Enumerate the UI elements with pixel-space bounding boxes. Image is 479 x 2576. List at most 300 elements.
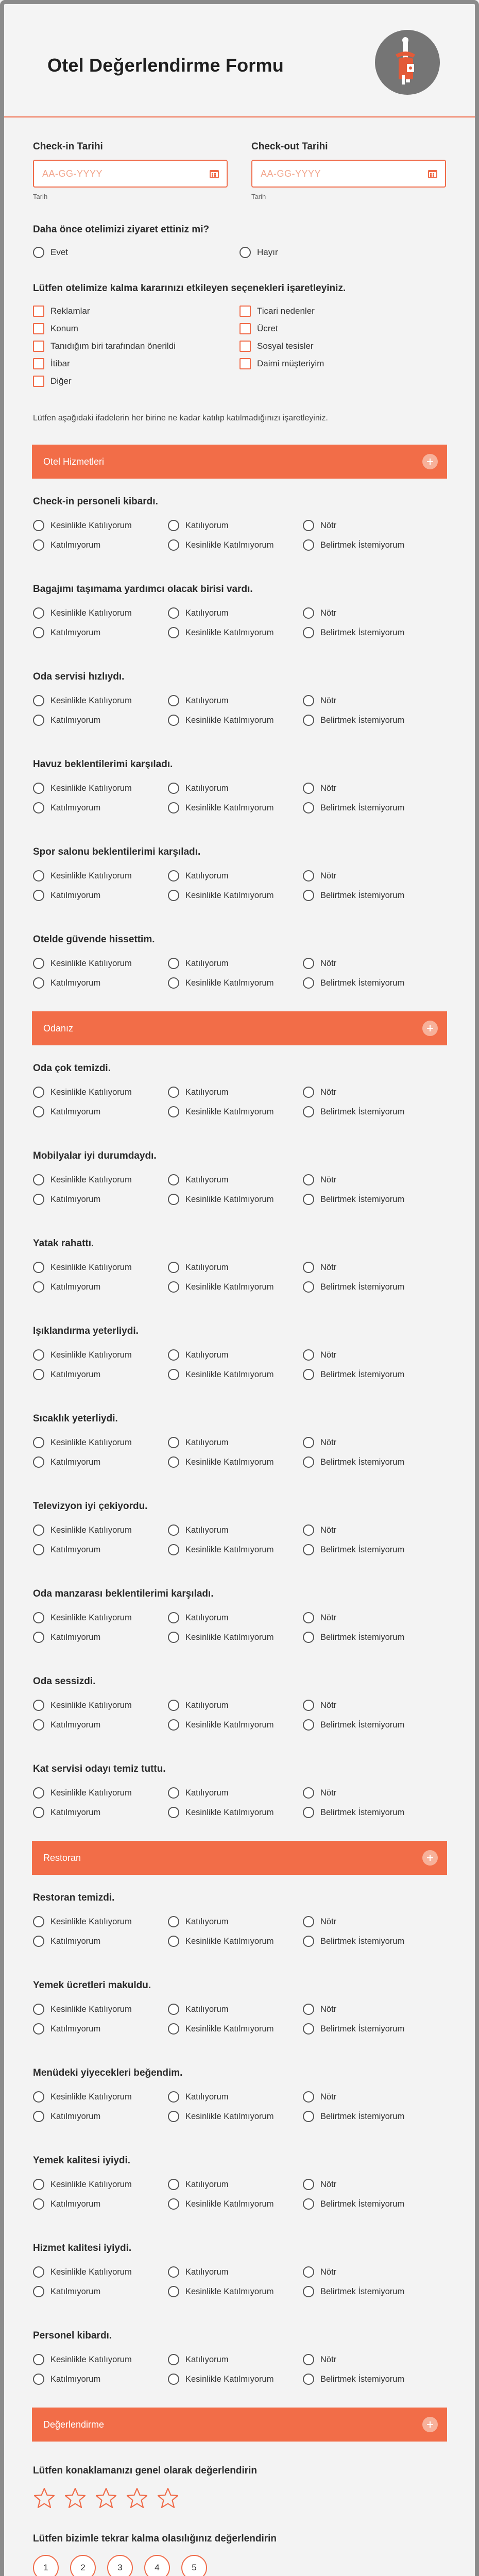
- rating-option[interactable]: Katılmıyorum: [33, 1543, 168, 1556]
- rating-option[interactable]: Katılmıyorum: [33, 2285, 168, 2298]
- radio-button[interactable]: [33, 1087, 44, 1098]
- rating-option[interactable]: Kesinlikle Katılmıyorum: [168, 2372, 303, 2386]
- radio-button[interactable]: [303, 627, 314, 638]
- radio-button[interactable]: [303, 1612, 314, 1623]
- rating-option[interactable]: Nötr: [303, 1786, 446, 1800]
- rating-option[interactable]: Katılıyorum: [168, 1348, 303, 1362]
- rating-option[interactable]: Kesinlikle Katılmıyorum: [168, 1718, 303, 1732]
- radio-button[interactable]: [303, 1632, 314, 1643]
- rating-option[interactable]: Katılmıyorum: [33, 1718, 168, 1732]
- rating-option[interactable]: Katılmıyorum: [33, 626, 168, 639]
- radio-button[interactable]: [168, 1437, 179, 1448]
- radio-button[interactable]: [303, 1174, 314, 1185]
- rating-option[interactable]: Belirtmek İstemiyorum: [303, 626, 446, 639]
- rating-option[interactable]: Katılmıyorum: [33, 889, 168, 902]
- radio-button[interactable]: [168, 715, 179, 726]
- rating-option[interactable]: Belirtmek İstemiyorum: [303, 1105, 446, 1118]
- radio-button[interactable]: [303, 1087, 314, 1098]
- radio-button[interactable]: [33, 1936, 44, 1947]
- statement-text: Mobilyalar iyi durumdaydı.: [33, 1150, 157, 1161]
- radio-button[interactable]: [168, 1787, 179, 1799]
- rating-option[interactable]: Kesinlikle Katılıyorum: [33, 606, 168, 620]
- radio-button[interactable]: [33, 1369, 44, 1380]
- radio-button[interactable]: [303, 2179, 314, 2190]
- radio-button[interactable]: [303, 1106, 314, 1117]
- rating-option[interactable]: Katılıyorum: [168, 1699, 303, 1712]
- rating-option[interactable]: Kesinlikle Katılıyorum: [33, 694, 168, 707]
- radio-button[interactable]: [168, 1194, 179, 1205]
- rating-option[interactable]: Kesinlikle Katılıyorum: [33, 957, 168, 970]
- radio-button[interactable]: [33, 1456, 44, 1468]
- rating-option[interactable]: Katılıyorum: [168, 782, 303, 795]
- rating-option[interactable]: Kesinlikle Katılıyorum: [33, 1261, 168, 1274]
- rating-option[interactable]: Kesinlikle Katılıyorum: [33, 2178, 168, 2191]
- rating-option[interactable]: Katılmıyorum: [33, 1105, 168, 1118]
- checkbox[interactable]: [239, 306, 251, 317]
- rating-option[interactable]: Kesinlikle Katılmıyorum: [168, 2110, 303, 2123]
- radio-button[interactable]: [33, 1916, 44, 1927]
- rating-option[interactable]: Kesinlikle Katılıyorum: [33, 2265, 168, 2279]
- checkbox[interactable]: [33, 306, 44, 317]
- radio-button[interactable]: [33, 1807, 44, 1818]
- radio-button[interactable]: [168, 890, 179, 901]
- radio-button[interactable]: [168, 607, 179, 619]
- radio-button[interactable]: [168, 1612, 179, 1623]
- rating-option[interactable]: Belirtmek İstemiyorum: [303, 1806, 446, 1819]
- radio-button[interactable]: [33, 1281, 44, 1293]
- rating-option[interactable]: Kesinlikle Katılıyorum: [33, 782, 168, 795]
- radio-button[interactable]: [33, 1544, 44, 1555]
- radio-button[interactable]: [33, 2374, 44, 2385]
- radio-button[interactable]: [303, 1524, 314, 1536]
- radio-button[interactable]: [168, 2023, 179, 2035]
- section-title: Değerlendirme: [43, 2419, 105, 2430]
- radio-button[interactable]: [303, 2111, 314, 2122]
- rating-option[interactable]: Belirtmek İstemiyorum: [303, 801, 446, 815]
- rating-option[interactable]: Kesinlikle Katılmıyorum: [168, 2197, 303, 2211]
- rating-option[interactable]: Belirtmek İstemiyorum: [303, 1718, 446, 1732]
- radio-button[interactable]: [33, 1787, 44, 1799]
- calendar-icon[interactable]: [427, 168, 438, 179]
- rating-option[interactable]: Kesinlikle Katılmıyorum: [168, 1935, 303, 1948]
- radio-button[interactable]: [33, 870, 44, 882]
- radio-button[interactable]: [168, 1369, 179, 1380]
- rating-option[interactable]: Belirtmek İstemiyorum: [303, 1935, 446, 1948]
- radio-button[interactable]: [303, 1700, 314, 1711]
- radio-button[interactable]: [303, 715, 314, 726]
- rating-option[interactable]: Kesinlikle Katılıyorum: [33, 2003, 168, 2016]
- radio-button[interactable]: [33, 715, 44, 726]
- rating-option[interactable]: Katılıyorum: [168, 2353, 303, 2366]
- visited-option-no[interactable]: Hayır: [239, 246, 446, 259]
- rating-option[interactable]: Kesinlikle Katılmıyorum: [168, 2285, 303, 2298]
- rating-option[interactable]: Nötr: [303, 606, 446, 620]
- radio-button[interactable]: [33, 1194, 44, 1205]
- radio-button[interactable]: [33, 2004, 44, 2015]
- rating-option[interactable]: Kesinlikle Katılmıyorum: [168, 1543, 303, 1556]
- radio-button[interactable]: [168, 1262, 179, 1273]
- rating-option[interactable]: Belirtmek İstemiyorum: [303, 976, 446, 990]
- radio-button[interactable]: [33, 783, 44, 794]
- expand-plus-icon[interactable]: [422, 1021, 438, 1036]
- radio-button[interactable]: [303, 2004, 314, 2015]
- checkin-date-input[interactable]: [33, 160, 228, 188]
- radio-button[interactable]: [33, 2354, 44, 2365]
- rating-option[interactable]: Katılmıyorum: [33, 1935, 168, 1948]
- rating-option[interactable]: Kesinlikle Katılmıyorum: [168, 801, 303, 815]
- rating-option[interactable]: Kesinlikle Katılmıyorum: [168, 976, 303, 990]
- radio-button[interactable]: [303, 1349, 314, 1361]
- rating-option[interactable]: Nötr: [303, 2265, 446, 2279]
- rating-option[interactable]: Nötr: [303, 2003, 446, 2016]
- radio-button[interactable]: [303, 607, 314, 619]
- rating-option[interactable]: Katılıyorum: [168, 2178, 303, 2191]
- rating-option[interactable]: Belirtmek İstemiyorum: [303, 1280, 446, 1294]
- radio-button[interactable]: [303, 520, 314, 531]
- rating-option[interactable]: Nötr: [303, 1436, 446, 1449]
- radio-button[interactable]: [303, 1369, 314, 1380]
- rating-option[interactable]: Katılıyorum: [168, 1261, 303, 1274]
- radio-button[interactable]: [168, 2374, 179, 2385]
- rating-option[interactable]: Katılmıyorum: [33, 1806, 168, 1819]
- rating-option[interactable]: Katılmıyorum: [33, 2372, 168, 2386]
- radio-button[interactable]: [33, 2111, 44, 2122]
- rating-option[interactable]: Belirtmek İstemiyorum: [303, 538, 446, 552]
- rating-option[interactable]: Belirtmek İstemiyorum: [303, 1193, 446, 1206]
- rating-option[interactable]: Kesinlikle Katılıyorum: [33, 2353, 168, 2366]
- section-header[interactable]: [32, 1841, 447, 1875]
- radio-button[interactable]: [168, 1524, 179, 1536]
- rating-option[interactable]: Nötr: [303, 694, 446, 707]
- radio-button[interactable]: [303, 802, 314, 814]
- radio-button[interactable]: [33, 607, 44, 619]
- radio-button[interactable]: [168, 1936, 179, 1947]
- rating-option[interactable]: Belirtmek İstemiyorum: [303, 2372, 446, 2386]
- rating-option[interactable]: Nötr: [303, 2353, 446, 2366]
- rating-option[interactable]: Nötr: [303, 1173, 446, 1187]
- factor-option[interactable]: Diğer: [33, 375, 239, 388]
- rating-option[interactable]: Nötr: [303, 1611, 446, 1624]
- radio-button[interactable]: [168, 1807, 179, 1818]
- rating-option[interactable]: Kesinlikle Katılıyorum: [33, 1786, 168, 1800]
- radio-button[interactable]: [168, 1544, 179, 1555]
- scale-option[interactable]: 2: [70, 2555, 96, 2576]
- rating-option[interactable]: Katılmıyorum: [33, 1368, 168, 1381]
- scale-option[interactable]: 5: [181, 2555, 207, 2576]
- radio-button[interactable]: [33, 2179, 44, 2190]
- radio-button[interactable]: [33, 520, 44, 531]
- radio-button[interactable]: [303, 2198, 314, 2210]
- rating-option[interactable]: Kesinlikle Katılmıyorum: [168, 1455, 303, 1469]
- radio-button[interactable]: [33, 1174, 44, 1185]
- rating-option[interactable]: Katılmıyorum: [33, 801, 168, 815]
- radio-button[interactable]: [33, 2091, 44, 2103]
- radio-button[interactable]: [303, 1544, 314, 1555]
- checkout-date-input[interactable]: [251, 160, 446, 188]
- star-icon[interactable]: [64, 2487, 87, 2510]
- rating-option[interactable]: Kesinlikle Katılmıyorum: [168, 1368, 303, 1381]
- rating-option[interactable]: Katılıyorum: [168, 1086, 303, 1099]
- radio-button[interactable]: [168, 1456, 179, 1468]
- radio-button[interactable]: [303, 2286, 314, 2297]
- rating-option[interactable]: Katılmıyorum: [33, 1455, 168, 1469]
- rating-option[interactable]: Katılıyorum: [168, 869, 303, 883]
- factor-option[interactable]: Ticari nedenler: [239, 304, 446, 318]
- rating-option[interactable]: Katılıyorum: [168, 1436, 303, 1449]
- radio-button[interactable]: [168, 2111, 179, 2122]
- factor-option[interactable]: Tanıdığım biri tarafından önerildi: [33, 340, 239, 353]
- radio-button[interactable]: [303, 1787, 314, 1799]
- radio-button[interactable]: [168, 627, 179, 638]
- rating-option[interactable]: Katılıyorum: [168, 957, 303, 970]
- radio-button[interactable]: [168, 1719, 179, 1731]
- rating-option[interactable]: Kesinlikle Katılıyorum: [33, 1348, 168, 1362]
- radio-button[interactable]: [33, 2198, 44, 2210]
- radio-button[interactable]: [168, 1174, 179, 1185]
- rating-option[interactable]: Katılıyorum: [168, 606, 303, 620]
- rating-option[interactable]: Kesinlikle Katılıyorum: [33, 1915, 168, 1928]
- radio-button[interactable]: [303, 2023, 314, 2035]
- rating-option[interactable]: Nötr: [303, 1348, 446, 1362]
- checkbox[interactable]: [33, 358, 44, 369]
- star-icon[interactable]: [157, 2487, 179, 2510]
- rating-option[interactable]: Katılıyorum: [168, 694, 303, 707]
- radio-button[interactable]: [33, 627, 44, 638]
- radio-button[interactable]: [303, 977, 314, 989]
- checkbox[interactable]: [33, 323, 44, 334]
- radio-button[interactable]: [33, 539, 44, 551]
- radio-button[interactable]: [303, 539, 314, 551]
- radio-button[interactable]: [33, 695, 44, 706]
- radio-button[interactable]: [33, 2286, 44, 2297]
- rating-option[interactable]: Kesinlikle Katılıyorum: [33, 519, 168, 532]
- radio-button[interactable]: [168, 2354, 179, 2365]
- radio-button[interactable]: [168, 802, 179, 814]
- radio-button[interactable]: [303, 890, 314, 901]
- radio-button[interactable]: [33, 1349, 44, 1361]
- radio-button[interactable]: [168, 2198, 179, 2210]
- radio-button[interactable]: [33, 2266, 44, 2278]
- calendar-icon[interactable]: [209, 168, 219, 179]
- radio-button[interactable]: [33, 958, 44, 969]
- radio-button[interactable]: [33, 1437, 44, 1448]
- radio-button[interactable]: [168, 1281, 179, 1293]
- rating-option[interactable]: Katılıyorum: [168, 519, 303, 532]
- radio-button[interactable]: [303, 1936, 314, 1947]
- radio-button[interactable]: [33, 247, 44, 258]
- checkbox[interactable]: [239, 341, 251, 352]
- star-icon[interactable]: [33, 2487, 56, 2510]
- rating-option[interactable]: Kesinlikle Katılıyorum: [33, 1436, 168, 1449]
- rating-option[interactable]: Nötr: [303, 2090, 446, 2104]
- radio-button[interactable]: [303, 1719, 314, 1731]
- expand-plus-icon[interactable]: [422, 2417, 438, 2432]
- radio-button[interactable]: [303, 1807, 314, 1818]
- radio-button[interactable]: [168, 783, 179, 794]
- rating-option[interactable]: Kesinlikle Katılıyorum: [33, 869, 168, 883]
- rating-option[interactable]: Belirtmek İstemiyorum: [303, 714, 446, 727]
- radio-button[interactable]: [303, 870, 314, 882]
- factor-option[interactable]: Ücret: [239, 322, 446, 335]
- radio-button[interactable]: [33, 1632, 44, 1643]
- radio-button[interactable]: [33, 802, 44, 814]
- rating-option[interactable]: Belirtmek İstemiyorum: [303, 2285, 446, 2298]
- radio-button[interactable]: [168, 1087, 179, 1098]
- statement-text: Oda sessizdi.: [33, 1676, 96, 1687]
- section-header[interactable]: [32, 1011, 447, 1045]
- rating-option[interactable]: Belirtmek İstemiyorum: [303, 1631, 446, 1644]
- rating-option[interactable]: Belirtmek İstemiyorum: [303, 1368, 446, 1381]
- star-icon[interactable]: [95, 2487, 117, 2510]
- rating-option[interactable]: Kesinlikle Katılıyorum: [33, 1086, 168, 1099]
- radio-button[interactable]: [168, 2091, 179, 2103]
- radio-button[interactable]: [33, 1262, 44, 1273]
- rating-option[interactable]: Katılıyorum: [168, 2265, 303, 2279]
- checkbox[interactable]: [33, 376, 44, 387]
- scale-option[interactable]: 4: [144, 2555, 170, 2576]
- rating-option[interactable]: Katılıyorum: [168, 1786, 303, 1800]
- factor-option[interactable]: Daimi müşteriyim: [239, 357, 446, 370]
- section-header[interactable]: [32, 445, 447, 479]
- radio-button[interactable]: [168, 539, 179, 551]
- radio-button[interactable]: [33, 1106, 44, 1117]
- rating-option[interactable]: Nötr: [303, 782, 446, 795]
- rating-option[interactable]: Katılmıyorum: [33, 538, 168, 552]
- rating-option[interactable]: Kesinlikle Katılıyorum: [33, 1611, 168, 1624]
- rating-statement: [33, 934, 446, 990]
- rating-option[interactable]: Kesinlikle Katılmıyorum: [168, 889, 303, 902]
- radio-button[interactable]: [303, 1916, 314, 1927]
- rating-option[interactable]: Katılıyorum: [168, 1173, 303, 1187]
- visited-option-yes[interactable]: Evet: [33, 246, 239, 259]
- radio-button[interactable]: [168, 2004, 179, 2015]
- radio-button[interactable]: [168, 2286, 179, 2297]
- rating-option[interactable]: Nötr: [303, 2178, 446, 2191]
- star-icon[interactable]: [126, 2487, 148, 2510]
- factor-option[interactable]: Konum: [33, 322, 239, 335]
- rating-option[interactable]: Kesinlikle Katılmıyorum: [168, 538, 303, 552]
- radio-button[interactable]: [303, 1437, 314, 1448]
- scale-option[interactable]: 3: [107, 2555, 133, 2576]
- rating-option[interactable]: Katılmıyorum: [33, 2110, 168, 2123]
- radio-button[interactable]: [168, 520, 179, 531]
- radio-button[interactable]: [168, 870, 179, 882]
- radio-button[interactable]: [168, 1106, 179, 1117]
- rating-option[interactable]: Katılmıyorum: [33, 1631, 168, 1644]
- radio-button[interactable]: [303, 1262, 314, 1273]
- checkbox[interactable]: [239, 358, 251, 369]
- radio-button[interactable]: [303, 958, 314, 969]
- radio-button[interactable]: [168, 1916, 179, 1927]
- rating-option[interactable]: Belirtmek İstemiyorum: [303, 1543, 446, 1556]
- factor-option[interactable]: Reklamlar: [33, 304, 239, 318]
- radio-button[interactable]: [303, 2266, 314, 2278]
- radio-button[interactable]: [168, 958, 179, 969]
- rating-option[interactable]: Belirtmek İstemiyorum: [303, 2110, 446, 2123]
- radio-button[interactable]: [168, 1349, 179, 1361]
- expand-plus-icon[interactable]: [422, 1850, 438, 1866]
- radio-button[interactable]: [303, 2374, 314, 2385]
- radio-button[interactable]: [239, 247, 251, 258]
- rating-option[interactable]: Nötr: [303, 1523, 446, 1537]
- radio-button[interactable]: [168, 1632, 179, 1643]
- radio-button[interactable]: [33, 1612, 44, 1623]
- radio-button[interactable]: [33, 977, 44, 989]
- checkbox[interactable]: [239, 323, 251, 334]
- rating-option[interactable]: Katılmıyorum: [33, 2022, 168, 2036]
- rating-option[interactable]: Katılıyorum: [168, 2090, 303, 2104]
- rating-option[interactable]: Kesinlikle Katılıyorum: [33, 1523, 168, 1537]
- rating-option[interactable]: Nötr: [303, 1261, 446, 1274]
- rating-option[interactable]: Katılıyorum: [168, 2003, 303, 2016]
- checkbox[interactable]: [33, 341, 44, 352]
- rating-option[interactable]: Kesinlikle Katılmıyorum: [168, 1631, 303, 1644]
- rating-option[interactable]: Belirtmek İstemiyorum: [303, 2197, 446, 2211]
- rating-option[interactable]: Katılmıyorum: [33, 714, 168, 727]
- rating-option[interactable]: Katılıyorum: [168, 1611, 303, 1624]
- radio-button[interactable]: [168, 2266, 179, 2278]
- rating-option[interactable]: Nötr: [303, 1699, 446, 1712]
- rating-option[interactable]: Katılıyorum: [168, 1523, 303, 1537]
- radio-button[interactable]: [168, 695, 179, 706]
- rating-option[interactable]: Belirtmek İstemiyorum: [303, 889, 446, 902]
- rating-option[interactable]: Nötr: [303, 869, 446, 883]
- rating-option[interactable]: Kesinlikle Katılmıyorum: [168, 1193, 303, 1206]
- radio-button[interactable]: [33, 1524, 44, 1536]
- radio-button[interactable]: [168, 1700, 179, 1711]
- rating-option[interactable]: Kesinlikle Katılıyorum: [33, 2090, 168, 2104]
- radio-button[interactable]: [303, 1456, 314, 1468]
- radio-button[interactable]: [303, 2354, 314, 2365]
- rating-option[interactable]: Katılıyorum: [168, 1915, 303, 1928]
- rating-option[interactable]: Kesinlikle Katılmıyorum: [168, 1280, 303, 1294]
- rating-option[interactable]: Belirtmek İstemiyorum: [303, 2022, 446, 2036]
- section-header-degerlendirme[interactable]: [32, 2408, 447, 2442]
- rating-option[interactable]: Nötr: [303, 1915, 446, 1928]
- rating-option[interactable]: Nötr: [303, 957, 446, 970]
- radio-button[interactable]: [33, 1700, 44, 1711]
- rating-option[interactable]: Kesinlikle Katılıyorum: [33, 1173, 168, 1187]
- factor-option[interactable]: Sosyal tesisler: [239, 340, 446, 353]
- radio-button[interactable]: [33, 1719, 44, 1731]
- factor-option[interactable]: İtibar: [33, 357, 239, 370]
- radio-button[interactable]: [303, 695, 314, 706]
- radio-button[interactable]: [303, 783, 314, 794]
- rating-option[interactable]: Kesinlikle Katılmıyorum: [168, 1105, 303, 1118]
- rating-option[interactable]: Katılmıyorum: [33, 2197, 168, 2211]
- rating-option[interactable]: Kesinlikle Katılmıyorum: [168, 714, 303, 727]
- radio-button[interactable]: [33, 2023, 44, 2035]
- rating-option[interactable]: Kesinlikle Katılıyorum: [33, 1699, 168, 1712]
- rating-option[interactable]: Belirtmek İstemiyorum: [303, 1455, 446, 1469]
- radio-button[interactable]: [303, 2091, 314, 2103]
- rating-option[interactable]: Nötr: [303, 519, 446, 532]
- rating-option[interactable]: Kesinlikle Katılmıyorum: [168, 626, 303, 639]
- radio-button[interactable]: [33, 890, 44, 901]
- rating-option[interactable]: Nötr: [303, 1086, 446, 1099]
- rating-option[interactable]: Katılmıyorum: [33, 976, 168, 990]
- rating-option[interactable]: Katılmıyorum: [33, 1193, 168, 1206]
- radio-button[interactable]: [303, 1194, 314, 1205]
- radio-button[interactable]: [168, 977, 179, 989]
- expand-plus-icon[interactable]: [422, 454, 438, 469]
- radio-button[interactable]: [303, 1281, 314, 1293]
- rating-option[interactable]: Katılmıyorum: [33, 1280, 168, 1294]
- rating-option[interactable]: Kesinlikle Katılmıyorum: [168, 1806, 303, 1819]
- radio-button[interactable]: [168, 2179, 179, 2190]
- scale-option[interactable]: 1: [33, 2555, 59, 2576]
- rating-option[interactable]: Kesinlikle Katılmıyorum: [168, 2022, 303, 2036]
